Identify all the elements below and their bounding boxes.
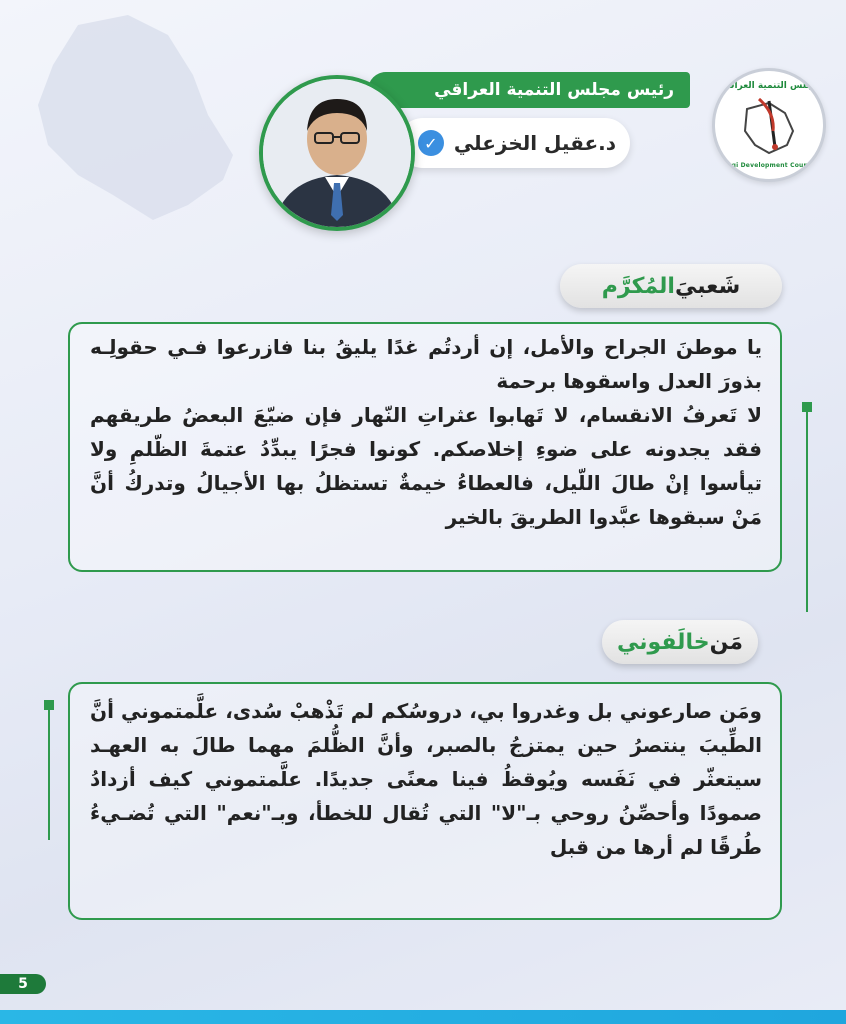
person-icon — [263, 79, 411, 227]
speaker-name: د.عقيل الخزعلي — [453, 131, 616, 155]
rail-line-2 — [48, 710, 50, 840]
portrait-photo — [259, 75, 415, 231]
rail-line-1 — [806, 412, 808, 612]
section-2-paragraph-1: ومَن صارعوني بل وغدروا بي، دروسُكم لم تَذْهبْ سُدى، علَّمتموني أنَّ الطِّيبَ ينتصرُ حين يمتزجُ بالصبر، وأنَّ الظُّلمَ مهما طالَ به العهـد سيتعثّر في نَفَسه ويُوقظُ فينا معنًى جديدًا. علَّمتموني كيف أزدادُ صمودًا وأحصِّنُ روحي بـ"لا" التي تُقال للخطأ، وبـ"نعم" التي تُضـيءُ طُرقًا لم أرها من قبل — [90, 699, 762, 859]
rail-marker-1 — [802, 402, 812, 412]
name-bar — [398, 118, 630, 168]
section-heading-2 — [602, 620, 758, 664]
iraq-map-watermark — [18, 5, 248, 235]
section-1-paragraph-1: يا موطنَ الجراح والأمل، إن أردتُم غدًا يليقُ بنا فازرعوا فـي حقولِـه بذورَ العدل واسقوها برحمة — [90, 335, 762, 393]
section-heading-1 — [560, 264, 782, 308]
iraq-emblem-icon — [729, 91, 809, 161]
heading-2-accent: خالَفوني — [617, 629, 710, 655]
heading-1-accent: المُكرَّم — [601, 273, 675, 299]
section-1-text-box — [68, 322, 782, 572]
heading-1-main: شَعبيَ — [674, 273, 741, 299]
page-number: 5 — [0, 974, 46, 994]
title-bar — [368, 72, 690, 108]
section-2-text-box — [68, 682, 782, 920]
verified-badge-icon: ✓ — [418, 130, 444, 156]
heading-2-main: مَن — [709, 629, 743, 655]
council-logo — [712, 68, 826, 182]
logo-arabic-text: مجلس التنمية العراقي — [719, 81, 819, 91]
rail-marker-2 — [44, 700, 54, 710]
bottom-stripe — [0, 1010, 846, 1024]
logo-english-text: Iraqi Development Council — [721, 162, 817, 169]
section-1-paragraph-2: لا تَعرفُ الانقسام، لا تَهابوا عثراتِ النّهار فإن ضيّعَ البعضُ طريقهم فقد يجدونه على ضوءِ إخلاصكم. كونوا فجرًا يبدِّدُ عتمةَ الظّلمِ ولا تيأسوا إنْ طالَ اللّيل، فالعطاءُ خيمةٌ تستظلُ بها الأجيالُ وتدركُ أنَّ مَنْ سبقوها عبَّدوا الطريقَ بالخير — [90, 403, 762, 529]
header-title: رئيس مجلس التنمية العراقي — [434, 80, 674, 100]
